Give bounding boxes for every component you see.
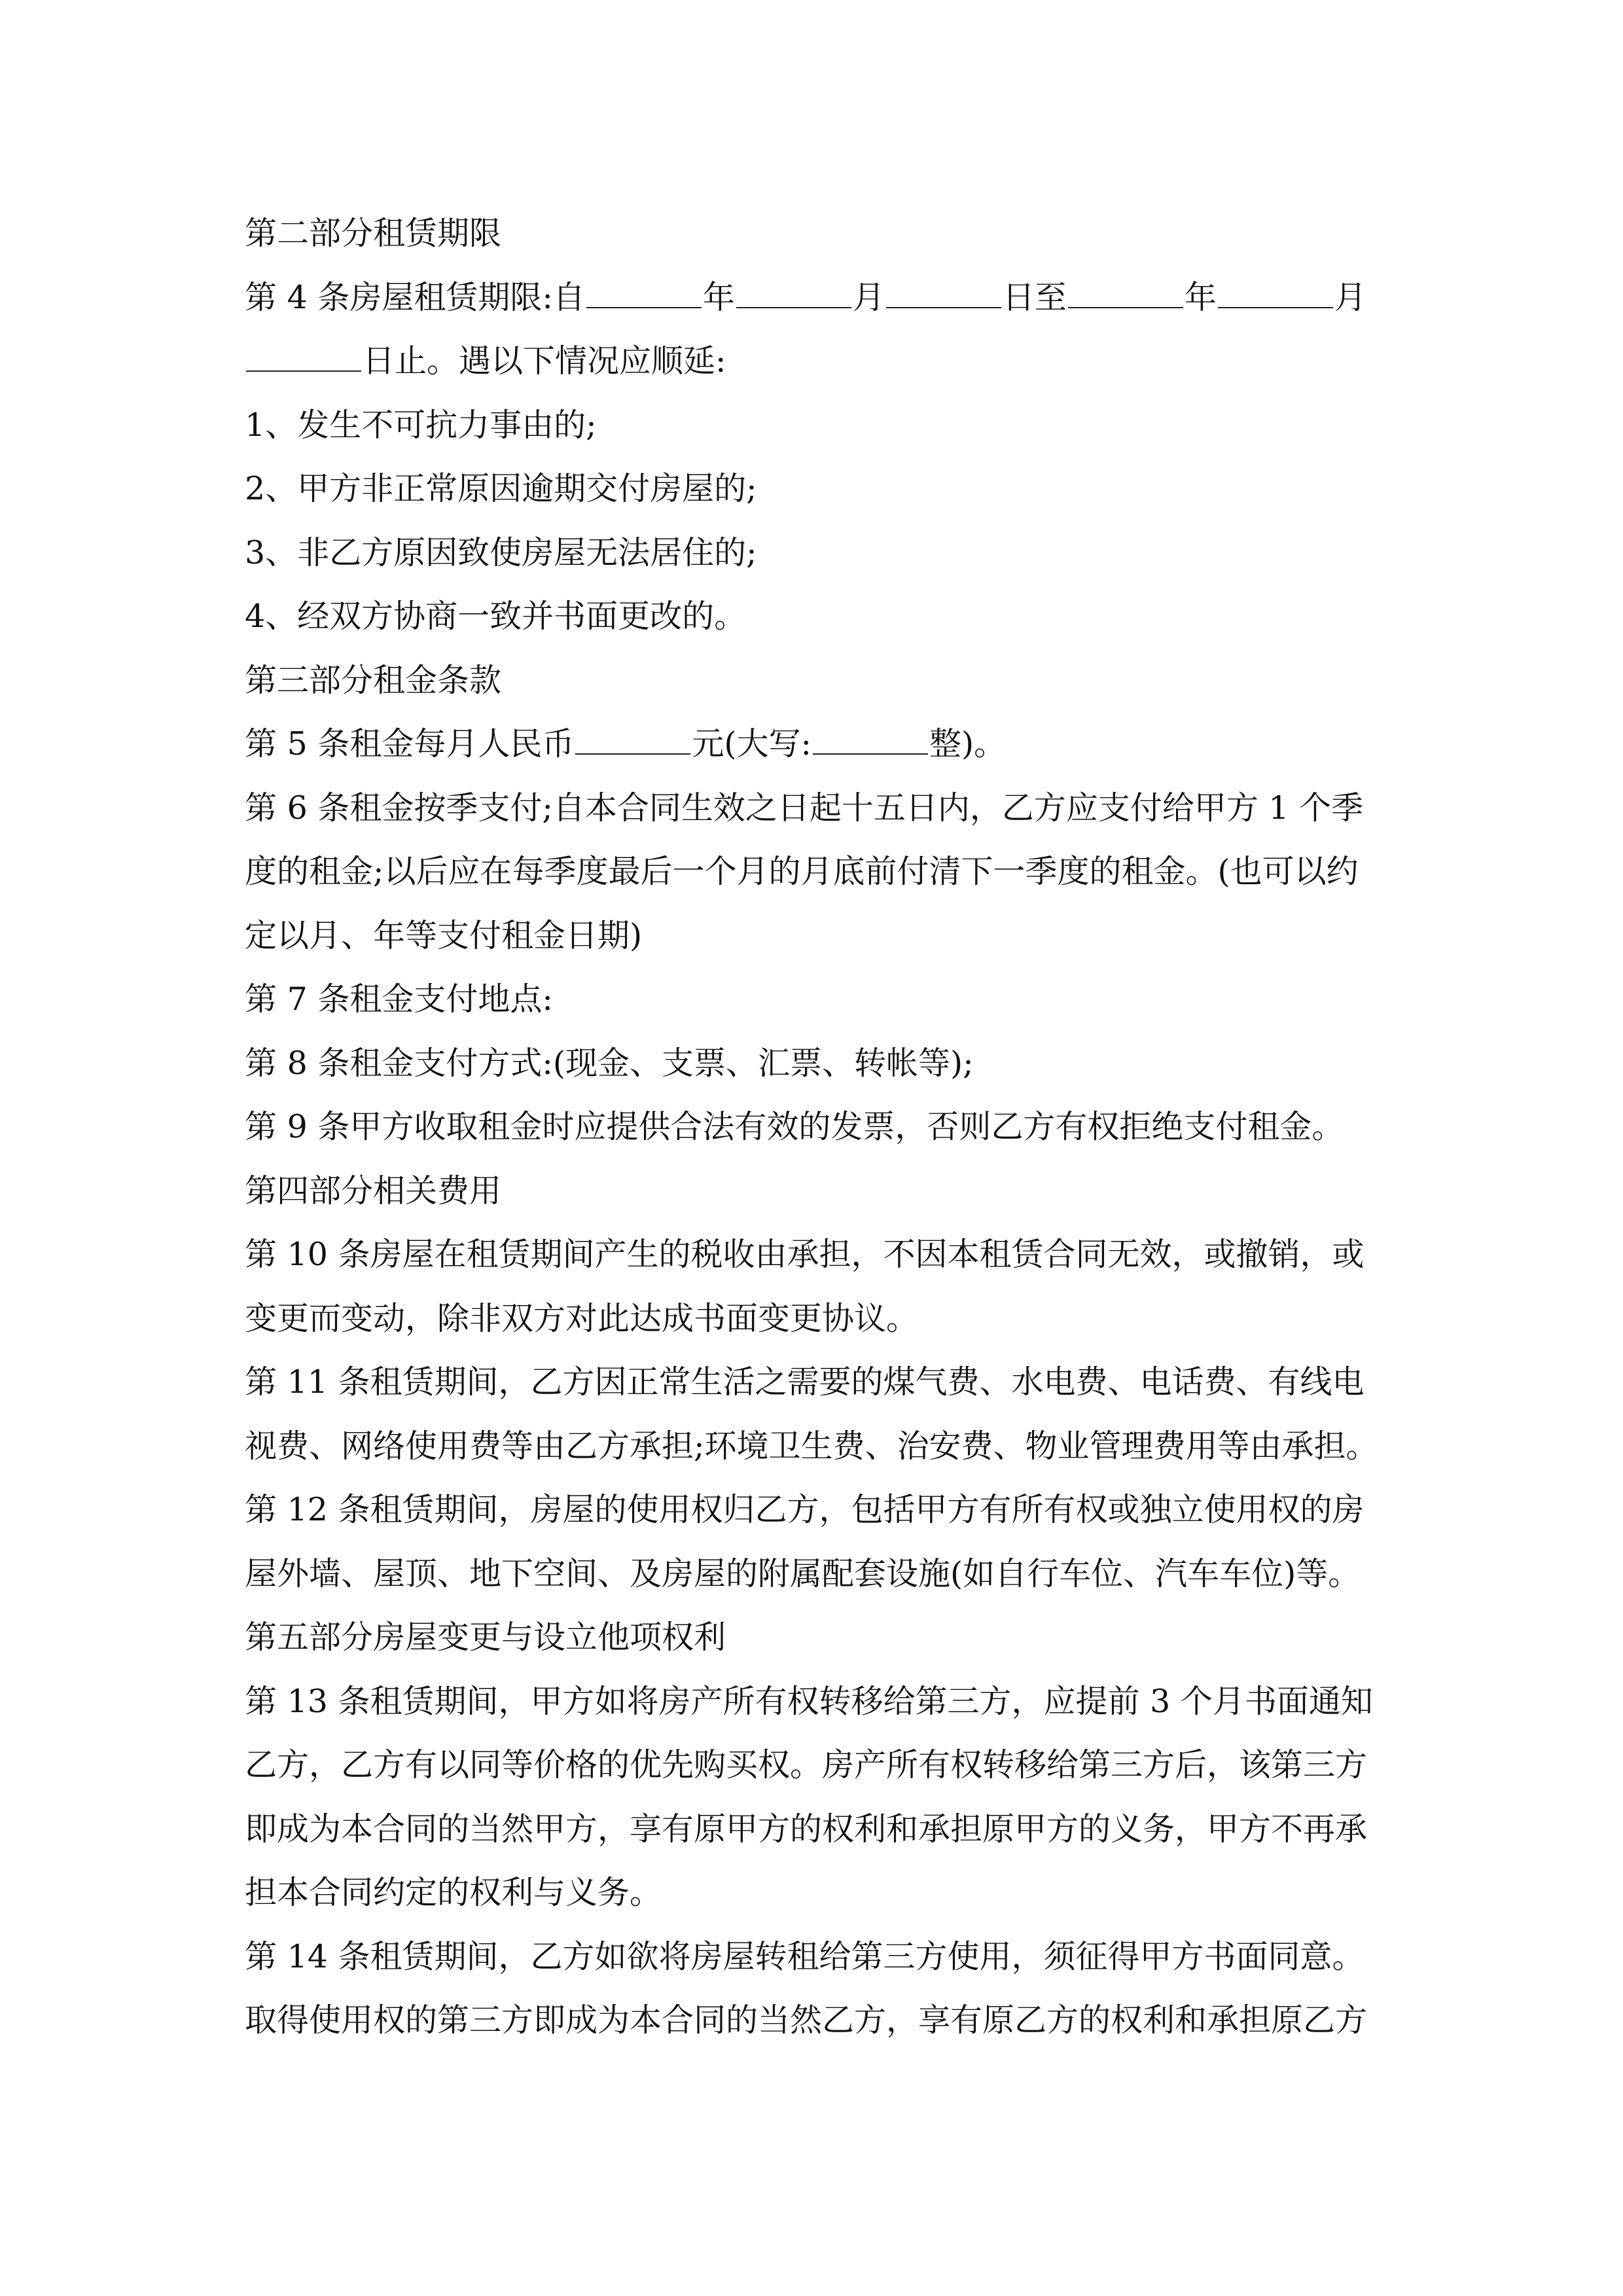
list-item-2: 2、甲方非正常原因逾期交付房屋的; <box>245 470 757 507</box>
article-6-line-3: 定以月、年等支付租金日期) <box>245 916 643 954</box>
article-12-line-2: 屋外墙、屋顶、地下空间、及房屋的附属配套设施(如自行车位、汽车车位)等。 <box>245 1554 1361 1592</box>
article-13-line-4: 担本合同约定的权利与义务。 <box>245 1874 662 1911</box>
article-4-text-b: 年 <box>702 278 735 316</box>
article-11-line-1: 第 11 条租赁期间，乙方因正常生活之需要的煤气费、水电费、电话费、有线电 <box>245 1363 1364 1401</box>
section-title-part2: 第二部分租赁期限 <box>245 215 502 252</box>
list-item-1: 1、发生不可抗力事由的; <box>245 406 597 444</box>
article-5-text-c: 整)。 <box>929 725 1007 762</box>
blank-field-month-start[interactable] <box>736 273 851 308</box>
article-10-line-2: 变更而变动，除非双方对此达成书面变更协议。 <box>245 1299 919 1337</box>
article-4-text-f: 月 <box>1334 278 1366 316</box>
blank-field-month-end[interactable] <box>1218 273 1333 308</box>
article-4-text-d: 日至 <box>1002 278 1067 316</box>
article-13-line-2: 乙方，乙方有以同等价格的优先购买权。房产所有权转移给第三方后，该第三方 <box>245 1746 1368 1784</box>
blank-field-day-start[interactable] <box>886 273 1001 308</box>
blank-field-year-end[interactable] <box>1068 273 1183 308</box>
article-13-line-3: 即成为本合同的当然甲方，享有原甲方的权利和承担原甲方的义务，甲方不再承 <box>245 1810 1368 1848</box>
article-4-line-1 <box>245 266 1397 330</box>
article-8-line: 第 8 条租金支付方式:(现金、支票、汇票、转帐等); <box>245 1044 974 1082</box>
article-4-text-c: 月 <box>852 278 885 316</box>
article-14-line-1: 第 14 条租赁期间，乙方如欲将房屋转租给第三方使用，须征得甲方书面同意。 <box>245 1937 1364 1975</box>
blank-field-day-end[interactable] <box>246 336 361 372</box>
section-title-part5: 第五部分房屋变更与设立他项权利 <box>245 1619 726 1656</box>
article-4-text-g: 日止。遇以下情况应顺延: <box>363 342 726 380</box>
article-4-text-e: 年 <box>1184 278 1217 316</box>
blank-field-year-start[interactable] <box>586 273 702 308</box>
article-10-line-1: 第 10 条房屋在租赁期间产生的税收由承担，不因本租赁合同无效，或撤销，或 <box>245 1236 1364 1273</box>
list-item-4: 4、经双方协商一致并书面更改的。 <box>245 598 747 635</box>
article-6-line-1: 第 6 条租金按季支付;自本合同生效之日起十五日内，乙方应支付给甲方 1 个季 <box>245 789 1364 827</box>
article-5-text-a: 第 5 条租金每月人民币 <box>245 725 575 762</box>
article-6-line-2: 度的租金;以后应在每季度最后一个月的月底前付清下一季度的租金。(也可以约 <box>245 853 1359 890</box>
list-item-3: 3、非乙方原因致使房屋无法居住的; <box>245 533 757 571</box>
article-5-line <box>245 712 1397 776</box>
article-4-line-2 <box>245 329 1397 393</box>
article-14-line-2: 取得使用权的第三方即成为本合同的当然乙方，享有原乙方的权利和承担原乙方 <box>245 2001 1368 2039</box>
article-5-text-b: 元(大写: <box>692 725 812 762</box>
section-title-part3: 第三部分租金条款 <box>245 661 502 699</box>
article-12-line-1: 第 12 条租赁期间，房屋的使用权归乙方，包括甲方有所有权或独立使用权的房 <box>245 1491 1364 1528</box>
article-11-line-2: 视费、网络使用费等由乙方承担;环境卫生费、治安费、物业管理费用等由承担。 <box>245 1427 1378 1465</box>
blank-field-rent-uppercase[interactable] <box>813 719 928 755</box>
blank-field-rent-amount[interactable] <box>575 719 690 755</box>
article-4-text-a: 第 4 条房屋租赁期限:自 <box>245 278 585 316</box>
article-13-line-1: 第 13 条租赁期间，甲方如将房产所有权转移给第三方，应提前 3 个月书面通知 <box>245 1682 1373 1720</box>
document-body <box>245 202 1397 2053</box>
article-9-line: 第 9 条甲方收取租金时应提供合法有效的发票，否则乙方有权拒绝支付租金。 <box>245 1108 1344 1145</box>
section-title-part4: 第四部分相关费用 <box>245 1172 502 1210</box>
article-7-line: 第 7 条租金支付地点: <box>245 980 553 1018</box>
